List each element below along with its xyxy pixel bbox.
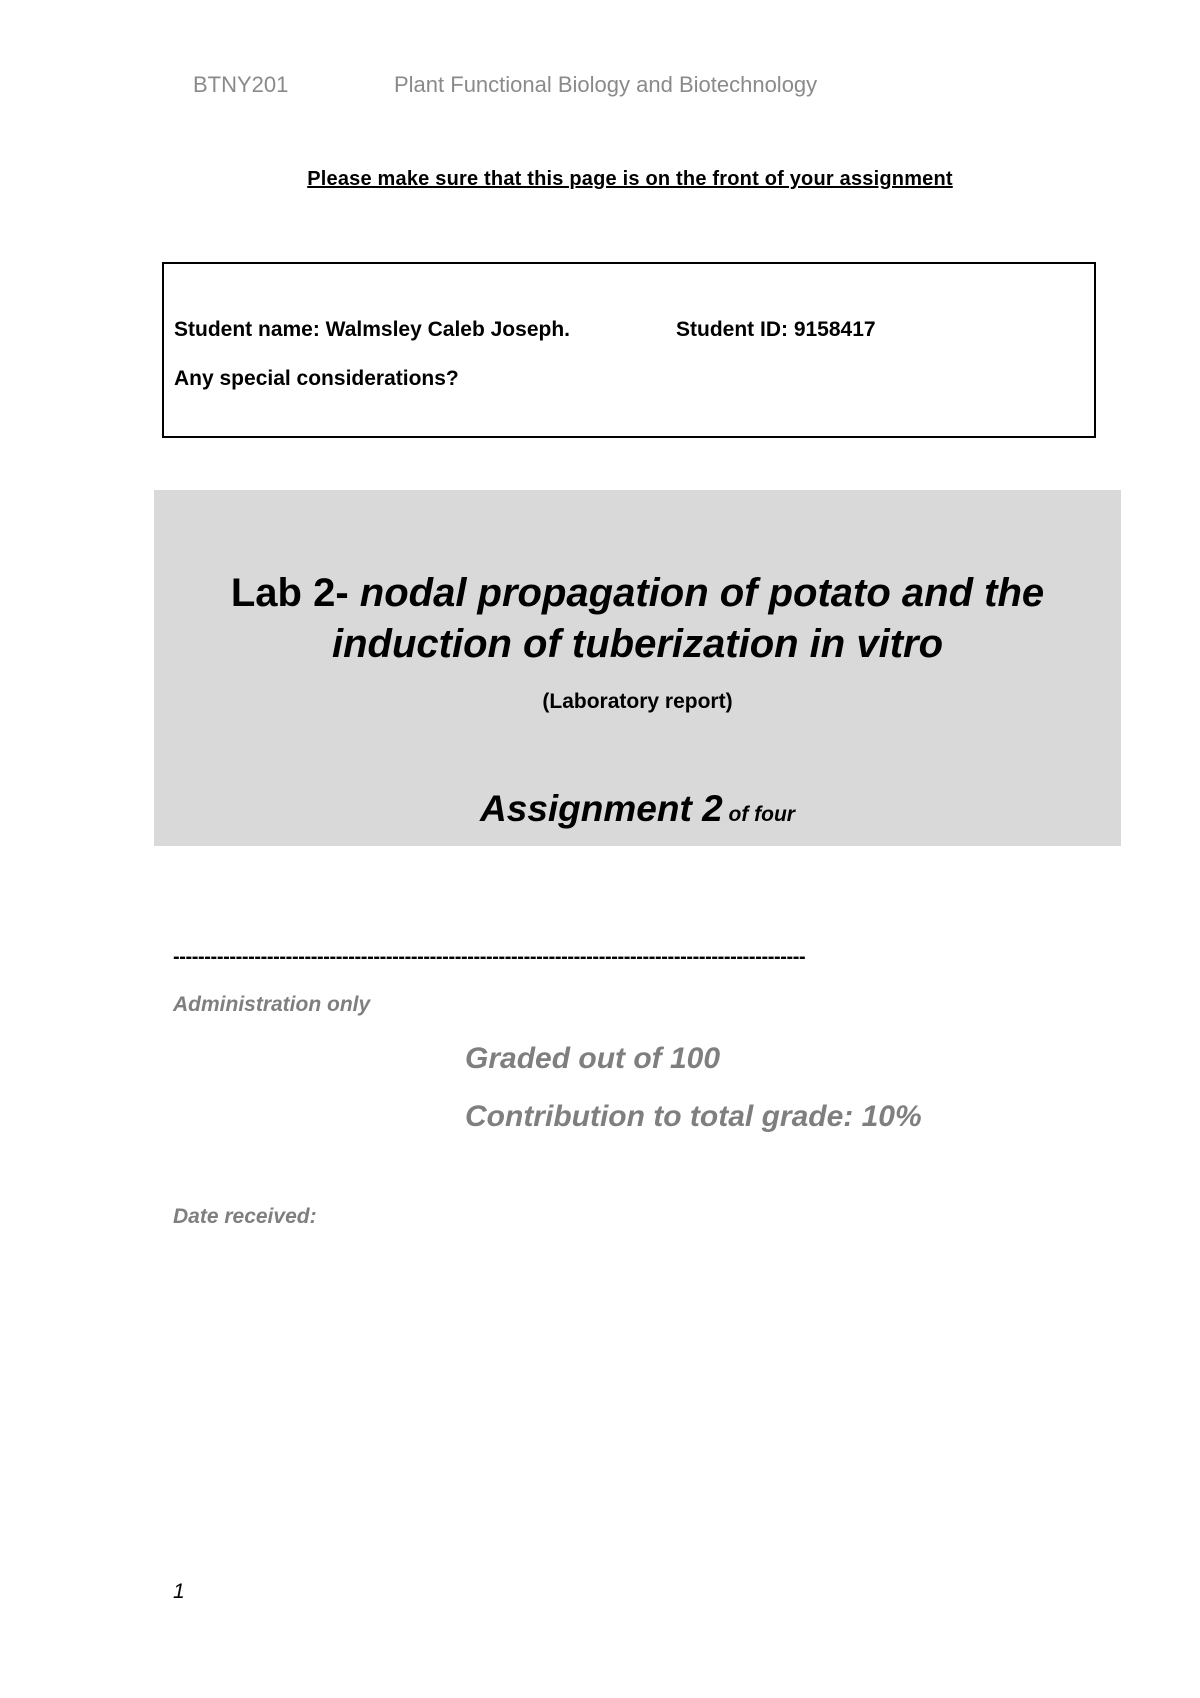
- admin-label: Administration only: [173, 993, 371, 1016]
- date-received: Date received:: [173, 1205, 317, 1228]
- title-panel: [154, 490, 1121, 846]
- grade-contribution: Contribution to total grade: 10%: [465, 1100, 922, 1133]
- lab-title: [154, 568, 1121, 670]
- lab-label: Lab 2-: [230, 571, 360, 615]
- special-considerations: Any special considerations?: [174, 367, 459, 390]
- assignment-suffix: of four: [722, 803, 795, 826]
- divider-line: -----------------------------------------------------------------------------------------------------: [173, 946, 806, 968]
- assignment-main: Assignment 2: [480, 788, 723, 829]
- page-number: 1: [173, 1580, 185, 1603]
- student-name: Student name: Walmsley Caleb Joseph.: [174, 318, 570, 341]
- course-title: Plant Functional Biology and Biotechnology: [394, 72, 818, 97]
- course-code: BTNY201: [193, 72, 289, 97]
- graded-out-of: Graded out of 100: [465, 1042, 721, 1075]
- assignment-heading: [154, 788, 1121, 830]
- student-info-box: [162, 262, 1096, 438]
- front-page-notice: Please make sure that this page is on the front of your assignment: [307, 168, 953, 190]
- lab-title-italic: nodal propagation of potato and the induction of tuberization in vitro: [331, 571, 1045, 666]
- lab-subtitle: (Laboratory report): [542, 690, 733, 713]
- student-id: Student ID: 9158417: [676, 318, 876, 341]
